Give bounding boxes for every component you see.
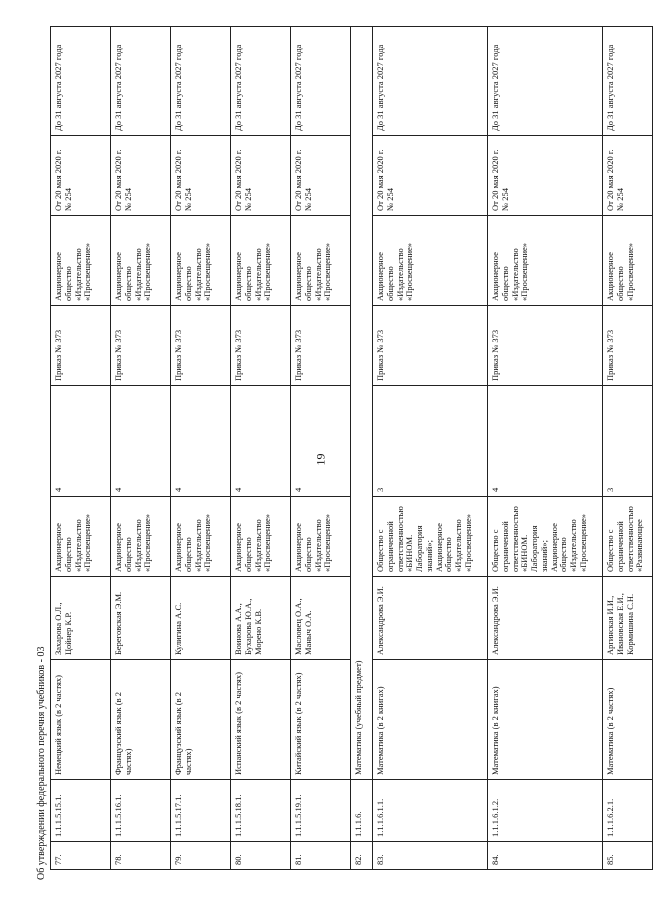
cell-publisher: Общество с ограниченной ответственностью «БИНОМ. Лаборатория знаний»; Акционерное общество «Издательство «Просвещение» (373, 497, 488, 577)
cell-title: Французский язык (в 2 частях) (171, 660, 231, 780)
cell-authors: Александрова Э.И. (488, 577, 603, 660)
cell-code: 1.1.1.5.19.1. (291, 780, 351, 842)
cell-authors: Аргинская И.И., Ивановская Е.И., Кормишина С.Н. (603, 577, 653, 660)
cell-authors: Александрова Э.И. (373, 577, 488, 660)
table-row (603, 27, 653, 870)
footer-note: Об утверждении федерального перечня учебников - 03 (36, 646, 47, 880)
cell-from: От 20 мая 2020 г. № 254 (231, 136, 291, 216)
cell-grade: 4 (231, 386, 291, 497)
cell-code: 1.1.1.6.2.1. (603, 780, 653, 842)
page-number: 19 (313, 453, 328, 466)
cell-order: Приказ № 373 (171, 306, 231, 386)
cell-num: 77. (51, 842, 111, 870)
cell-from: От 20 мая 2020 г. № 254 (488, 136, 603, 216)
cell-publisher: Акционерное общество «Издательство «Просвещение» (111, 497, 171, 577)
cell-authors: Масловец О.А., Маныч О.А. (291, 577, 351, 660)
cell-title: Немецкий язык (в 2 частях) (51, 660, 111, 780)
cell-title: Китайский язык (в 2 частях) (291, 660, 351, 780)
cell-grade: 3 (373, 386, 488, 497)
cell-code: 1.1.1.5.18.1. (231, 780, 291, 842)
cell-until: До 31 августа 2027 года (171, 27, 231, 136)
cell-code: 1.1.1.6.1.1. (373, 780, 488, 842)
cell-num: 81. (291, 842, 351, 870)
cell-num: 78. (111, 842, 171, 870)
cell-authors: Воинова А.А., Бухарова Ю.А., Морено К.В. (231, 577, 291, 660)
cell-order: Приказ № 373 (51, 306, 111, 386)
cell-grade: 3 (603, 386, 653, 497)
cell-publisher: Акционерное общество «Издательство «Просвещение» (51, 497, 111, 577)
cell-title: Математика (в 2 книгах) (488, 660, 603, 780)
cell-publisher: Акционерное общество «Издательство «Просвещение» (291, 497, 351, 577)
cell-authors: Береговская Э.М. (111, 577, 171, 660)
table-row (231, 27, 291, 870)
cell-authors: Захарова О.Л., Цойнер К.Р. (51, 577, 111, 660)
cell-publisher: Общество с ограниченной ответственностью «БИНОМ. Лаборатория знаний»; Акционерное общество «Издательство «Просвещение» (488, 497, 603, 577)
cell-until: До 31 августа 2027 года (603, 27, 653, 136)
cell-num: 79. (171, 842, 231, 870)
cell-publisher: Общество с ограниченной ответственностью «Развивающее (603, 497, 653, 577)
table-row (171, 27, 231, 870)
cell-until: До 31 августа 2027 года (291, 27, 351, 136)
cell-order: Приказ № 373 (373, 306, 488, 386)
textbook-table (50, 27, 645, 870)
cell-from: От 20 мая 2020 г. № 254 (291, 136, 351, 216)
cell-code: 1.1.1.5.16.1. (111, 780, 171, 842)
cell-code: 1.1.1.6. (351, 780, 373, 842)
cell-legal: Акционерное общество «Издательство «Просвещение» (111, 216, 171, 306)
table-row (351, 27, 373, 870)
cell-legal: Акционерное общество «Издательство «Просвещение» (291, 216, 351, 306)
cell-until: До 31 августа 2027 года (111, 27, 171, 136)
cell-from: От 20 мая 2020 г. № 254 (603, 136, 653, 216)
cell-legal: Акционерное общество «Издательство «Просвещение» (171, 216, 231, 306)
cell-title: Математика (в 2 частях) (603, 660, 653, 780)
cell-legal: Акционерное общество «Издательство «Просвещение» (488, 216, 603, 306)
cell-title: Математика (в 2 книгах) (373, 660, 488, 780)
cell-order: Приказ № 373 (291, 306, 351, 386)
cell-publisher: Акционерное общество «Издательство «Просвещение» (171, 497, 231, 577)
cell-legal: Акционерное общество «Издательство «Просвещение» (373, 216, 488, 306)
cell-legal: Акционерное общество «Издательство «Просвещение» (51, 216, 111, 306)
table-row (51, 27, 111, 870)
cell-from: От 20 мая 2020 г. № 254 (171, 136, 231, 216)
cell-grade: 4 (291, 386, 351, 497)
cell-num: 80. (231, 842, 291, 870)
cell-legal: Акционерное общество «Просвещение» (603, 216, 653, 306)
cell-code: 1.1.1.5.15.1. (51, 780, 111, 842)
cell-title: Французский язык (в 2 частях) (111, 660, 171, 780)
section-heading: Математика (учебный предмет) (351, 27, 373, 780)
table-row (291, 27, 351, 870)
cell-code: 1.1.1.5.17.1. (171, 780, 231, 842)
cell-order: Приказ № 373 (603, 306, 653, 386)
cell-grade: 4 (111, 386, 171, 497)
table-row (488, 27, 603, 870)
cell-order: Приказ № 373 (231, 306, 291, 386)
cell-legal: Акционерное общество «Издательство «Просвещение» (231, 216, 291, 306)
table-row (111, 27, 171, 870)
cell-from: От 20 мая 2020 г. № 254 (51, 136, 111, 216)
cell-num: 85. (603, 842, 653, 870)
cell-grade: 4 (171, 386, 231, 497)
cell-num: 82. (351, 842, 373, 870)
cell-order: Приказ № 373 (488, 306, 603, 386)
cell-code: 1.1.1.6.1.2. (488, 780, 603, 842)
table-row (373, 27, 488, 870)
cell-until: До 31 августа 2027 года (373, 27, 488, 136)
cell-grade: 4 (488, 386, 603, 497)
cell-until: До 31 августа 2027 года (488, 27, 603, 136)
cell-until: До 31 августа 2027 года (231, 27, 291, 136)
cell-num: 83. (373, 842, 488, 870)
cell-until: До 31 августа 2027 года (51, 27, 111, 136)
cell-order: Приказ № 373 (111, 306, 171, 386)
cell-publisher: Акционерное общество «Издательство «Просвещение» (231, 497, 291, 577)
cell-num: 84. (488, 842, 603, 870)
cell-authors: Кулигина А.С. (171, 577, 231, 660)
cell-grade: 4 (51, 386, 111, 497)
cell-title: Испанский язык (в 2 частях) (231, 660, 291, 780)
cell-from: От 20 мая 2020 г. № 254 (111, 136, 171, 216)
cell-from: От 20 мая 2020 г. № 254 (373, 136, 488, 216)
